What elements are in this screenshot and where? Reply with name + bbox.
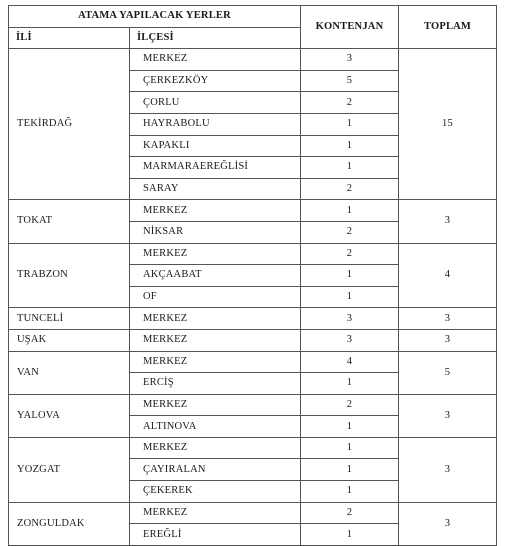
quota-cell: 1 <box>301 265 399 287</box>
table-body <box>9 49 497 546</box>
table-row <box>9 394 497 416</box>
province-cell: TUNCELİ <box>9 308 130 330</box>
quota-cell: 1 <box>301 157 399 179</box>
quota-cell: 1 <box>301 481 399 503</box>
district-cell: MERKEZ <box>130 200 301 222</box>
district-cell: ÇEKEREK <box>130 481 301 503</box>
quota-cell: 1 <box>301 200 399 222</box>
province-cell: YALOVA <box>9 394 130 437</box>
quota-cell: 3 <box>301 49 399 71</box>
district-cell: MERKEZ <box>130 243 301 265</box>
header-il: İLİ <box>9 27 130 49</box>
province-cell: YOZGAT <box>9 437 130 502</box>
district-cell: MERKEZ <box>130 394 301 416</box>
province-cell: TOKAT <box>9 200 130 243</box>
quota-cell: 2 <box>301 178 399 200</box>
district-cell: ALTINOVA <box>130 416 301 438</box>
district-cell: SARAY <box>130 178 301 200</box>
district-cell: MERKEZ <box>130 351 301 373</box>
total-cell: 3 <box>399 200 497 243</box>
table-row <box>9 49 497 71</box>
total-cell: 3 <box>399 502 497 545</box>
district-cell: MERKEZ <box>130 49 301 71</box>
quota-cell: 3 <box>301 329 399 351</box>
province-cell: VAN <box>9 351 130 394</box>
header-row-top <box>9 6 497 28</box>
province-cell: TEKİRDAĞ <box>9 49 130 200</box>
district-cell: MERKEZ <box>130 502 301 524</box>
quota-cell: 2 <box>301 243 399 265</box>
quota-cell: 1 <box>301 373 399 395</box>
district-cell: ÇORLU <box>130 92 301 114</box>
quota-cell: 4 <box>301 351 399 373</box>
district-cell: EREĞLİ <box>130 524 301 546</box>
district-cell: MERKEZ <box>130 308 301 330</box>
quota-cell: 2 <box>301 502 399 524</box>
assignment-table <box>8 5 497 546</box>
total-cell: 3 <box>399 308 497 330</box>
quota-cell: 1 <box>301 437 399 459</box>
district-cell: HAYRABOLU <box>130 113 301 135</box>
total-cell: 5 <box>399 351 497 394</box>
province-cell: ZONGULDAK <box>9 502 130 545</box>
table-row <box>9 200 497 222</box>
province-cell: TRABZON <box>9 243 130 308</box>
quota-cell: 1 <box>301 113 399 135</box>
district-cell: KAPAKLI <box>130 135 301 157</box>
table-row <box>9 243 497 265</box>
header-ilce: İLÇESİ <box>130 27 301 49</box>
total-cell: 3 <box>399 329 497 351</box>
quota-cell: 1 <box>301 135 399 157</box>
district-cell: MERKEZ <box>130 437 301 459</box>
district-cell: MERKEZ <box>130 329 301 351</box>
quota-cell: 2 <box>301 394 399 416</box>
quota-cell: 2 <box>301 221 399 243</box>
quota-cell: 2 <box>301 92 399 114</box>
total-cell: 3 <box>399 437 497 502</box>
quota-cell: 1 <box>301 416 399 438</box>
header-atama-yerler: ATAMA YAPILACAK YERLER <box>9 6 301 28</box>
table-row <box>9 502 497 524</box>
table-row <box>9 329 497 351</box>
quota-cell: 1 <box>301 286 399 308</box>
quota-cell: 1 <box>301 459 399 481</box>
total-cell: 15 <box>399 49 497 200</box>
district-cell: ÇERKEZKÖY <box>130 70 301 92</box>
district-cell: ÇAYIRALAN <box>130 459 301 481</box>
province-cell: UŞAK <box>9 329 130 351</box>
quota-cell: 3 <box>301 308 399 330</box>
quota-cell: 1 <box>301 524 399 546</box>
document-page <box>8 5 497 546</box>
header-toplam: TOPLAM <box>399 6 497 49</box>
district-cell: ERCİŞ <box>130 373 301 395</box>
header-kontenjan: KONTENJAN <box>301 6 399 49</box>
district-cell: NİKSAR <box>130 221 301 243</box>
district-cell: OF <box>130 286 301 308</box>
total-cell: 3 <box>399 394 497 437</box>
table-row <box>9 351 497 373</box>
quota-cell: 5 <box>301 70 399 92</box>
total-cell: 4 <box>399 243 497 308</box>
table-row <box>9 437 497 459</box>
district-cell: MARMARAEREĞLİSİ <box>130 157 301 179</box>
table-row <box>9 308 497 330</box>
district-cell: AKÇAABAT <box>130 265 301 287</box>
